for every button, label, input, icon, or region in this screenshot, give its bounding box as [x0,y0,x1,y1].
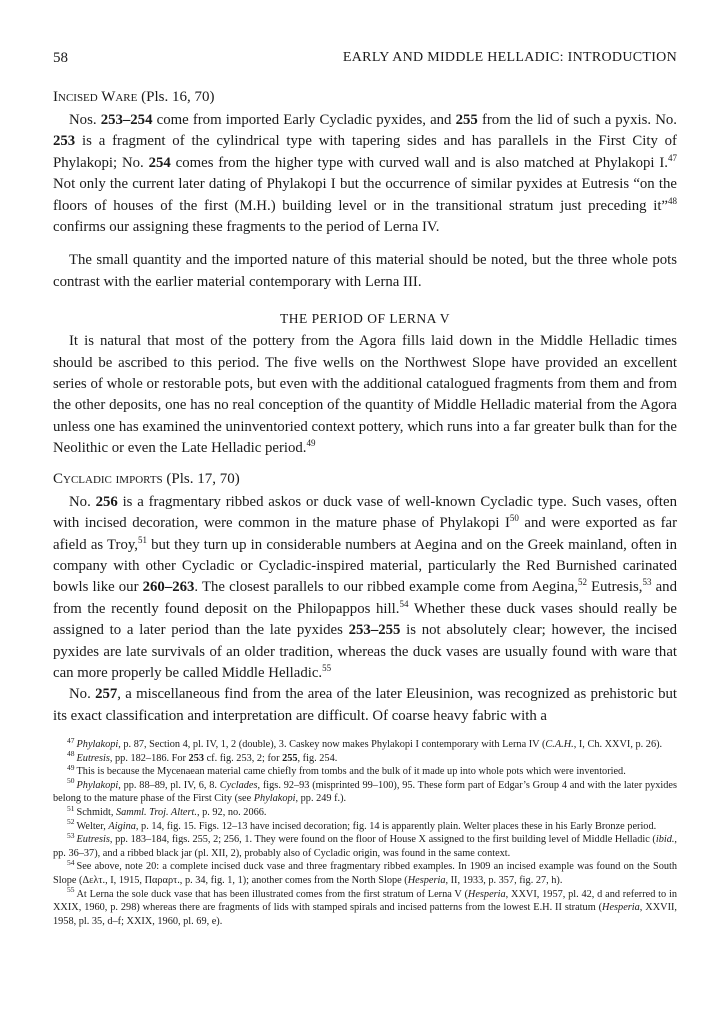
footnote-ref-52: 52 [578,577,587,588]
footnotes [53,735,678,928]
footnote-ref-50: 50 [509,513,519,524]
section-heading-incised-ware: Incised Ware (Pls. 16, 70) [53,89,215,105]
paragraph-small-quantity: The small quantity and the imported nature of this material should be noted, but the three whole pots contrast with the earlier material contemporary with Lerna III. [53,252,677,290]
footnote-ref-53: 53 [642,577,652,588]
footnote-47: $^{47}$ Phylakopi, p. 87, Section 4, pl. IV, 1, 2 (double), 3. Caskey now makes Phylakopi I contemporary with Lerna IV (C.A.H., I, Ch. XXVI, p. 26). [67,735,663,750]
running-title: EARLY AND MIDDLE HELLADIC: INTRODUCTION [342,50,677,65]
footnote-ref-49: 49 [306,438,316,449]
footnote-52: $^{52}$ Welter, Aigina, p. 14, fig. 15. Figs. 12–13 have incised decoration; fig. 14 is apparently plain. Welter places these in his Early Bronze period. [67,817,657,832]
footnote-51: $^{51}$ Schmidt, Samml. Troj. Altert., p. 92, no. 2066. [67,803,267,818]
running-header [53,50,677,72]
footnote-55: $^{55}$ At Lerna the sole duck vase that has been illustrated comes from the first stratum of Lerna V (Hesperia, XXVI, 1957, pl. 42, d and referred to in XXIX, 1960, p. 298) whereas there are fragments of lids with stamped spirals and incised patterns from the lowest E.H. II stratum (Hesperia, XXVII, 1958, pl. 35, d–f; XXIX, 1960, pl. 69, e). [53,885,678,927]
section-heading-cycladic-imports: Cycladic imports (Pls. 17, 70) [53,470,240,487]
paragraph-eleusinion: No. 257, a miscellaneous find from the area of the later Eleusinion, was recognized as prehistoric but its exact classification and interpretation are difficult. Of coarse heavy fabric with a [53,686,678,724]
paragraph-duck-vase: No. 256 is a fragmentary ribbed askos or duck vase of well-known Cycladic type. Such vases, often with incised decoration, were common in the mature phase of Phylakopi $I^{50}$ and were exported as far afield as Troy,$^{51}$ but they turn up in considerable numbers at Aegina and on the Greek mainland, often in company with other Cycladic or Cycladic-inspired material, particularly the Red Burnished carinated bowls like our 260–263. The closest parallels to our ribbed example come from Aegina,$^{52}$ Eutresis,$^{53}$ and from the recently found deposit on the Philopappos hill.$^{54}$ Whether these duck vases should really be assigned to a later period than the late pyxides 253–255 is not absolutely clear; however, the incised pyxides are late survivals of an older tradition, whereas the duck vases are usually found with ware that can more properly be called Middle Helladic.$^{55}$ [53,493,678,681]
footnote-54: $^{54}$ See above, note 20: a complete incised duck vase and three fragmentary ribbed examples. In 1909 an incised example was found on the South Slope (Δελτ., I, 1915, Παραρτ., p. 34, fig. 1, 1); another comes from the North Slope (Hesperia, II, 1933, p. 357, fig. 27, h). [53,857,677,886]
footnote-ref-54: 54 [399,598,409,609]
paragraph-lerna-v: It is natural that most of the pottery from the Agora fills laid down in the Middle Helladic times should be ascribed to this period. The five wells on the Northwest Slope have provided an excellent series of whole or restorable pots, but even with the additional catalogued fragments from them and from the other deposits, one has no real conception of the quantity of Middle Helladic material from the Agora unless one has examined the uninventoried context pottery, which runs into a far greater bulk than for the Neolithic or even the Late Helladic period.$^{49}$ [53,333,677,457]
footnote-ref-51: 51 [138,534,147,545]
paragraph-incised-ware: Nos. 253–254 come from imported Early Cycladic pyxides, and 255 from the lid of such a pyxis. No. 253 is a fragment of the cylindrical type with tapering sides and has parallels in the First City of Phylakopi; No. 254 comes from the higher type with curved wall and is also matched at Phylakopi I.$^{47}$ Not only the current later dating of Phylakopi I but the occurrence of similar pyxides at Eutresis “on the floors of houses of the first (M.H.) building level or in the transitional stratum just preceding it”$^{48}$ confirms our assigning these fragments to the period of Lerna IV. [53,112,677,236]
main-text [53,86,677,727]
footnote-53: $^{53}$ Eutresis, pp. 183–184, figs. 255, 2; 256, 1. They were found on the floor of House X assigned to the first building level of Middle Helladic (ibid., pp. 36–37), and a ribbed black jar (pl. XII, 2), probably also of Cycladic origin, was found in the same context. [53,830,677,859]
footnote-49: $^{49}$ This is because the Mycenaean material came chiefly from tombs and the bulk of it made up into whole pots which were inventoried. [67,762,626,778]
footnote-ref-48: 48 [668,195,677,206]
footnote-ref-55: 55 [322,663,332,674]
footnote-ref-47: 47 [668,152,677,163]
page-number: 58 [53,50,68,66]
footnote-48: $^{48}$ Eutresis, pp. 182–186. For 253 cf. fig. 253, 2; for 255, fig. 254. [67,749,338,764]
footnote-50: $^{50}$ Phylakopi, pp. 88–89, pl. IV, 6, 8. Cyclades, figs. 92–93 (misprinted 99–100), 95. These form part of Edgar’s Group 4 and with the later pyxides belong to the mature phase of the First City (see Phylakopi, pp. 249 f.). [53,776,678,805]
section-heading-lerna-v: THE PERIOD OF LERNA V [279,311,450,327]
